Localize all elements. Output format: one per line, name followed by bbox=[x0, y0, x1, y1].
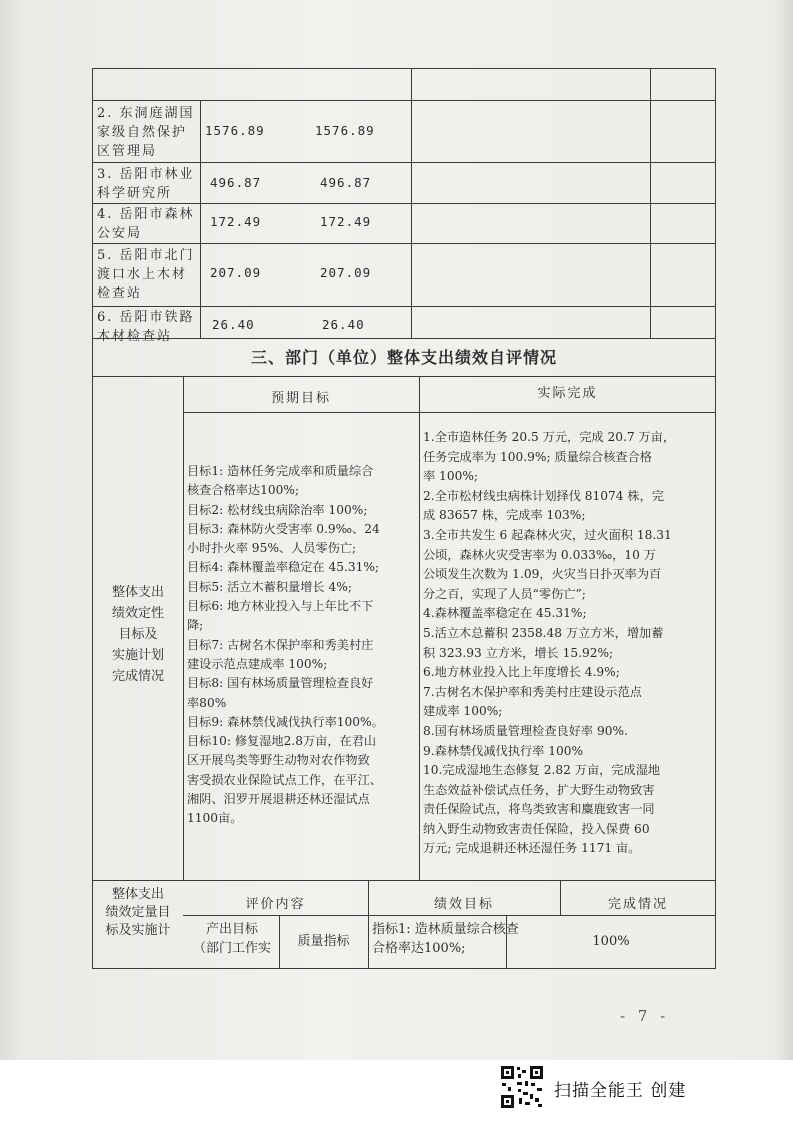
quality-indicator: 质量指标 bbox=[297, 934, 350, 949]
actual-result-line: 成 83657 株，完成率 103%; bbox=[423, 508, 586, 523]
actual-result-line: 2.全市松材线虫病株计划择伐 81074 株，完 bbox=[423, 488, 664, 503]
table-row-org: 3. 岳阳市林业 科学研究所 bbox=[97, 167, 195, 201]
expected-goal-line: 目标6: 地方林业投入与上年比不下 bbox=[187, 599, 374, 614]
expected-goal-line: 目标1: 造林任务完成率和质量综合 bbox=[187, 464, 374, 478]
page-left-edge bbox=[0, 0, 24, 1060]
actual-result-line: 万元; 完成退耕还林还湿任务 1171 亩。 bbox=[423, 841, 641, 856]
expected-goal-line: 目标8: 国有林场质量管理检查良好 bbox=[187, 676, 374, 691]
table-row-org: 2. 东洞庭湖国 家级自然保护 区管理局 bbox=[97, 106, 195, 159]
expected-goal-line: 目标5: 活立木蓄积量增长 4%; bbox=[187, 579, 352, 594]
table-row-org: 6. 岳阳市铁路 木材检查站 bbox=[97, 310, 195, 344]
actual-result-line: 5.活立木总蓄积 2358.48 万立方米，增加蓄 bbox=[423, 625, 664, 640]
expected-goal-line: 目标3: 森林防火受害率 0.9‰、24 bbox=[187, 521, 380, 536]
actual-result-line: 建成率 100%; bbox=[423, 704, 503, 719]
table-row-budget: 496.87 bbox=[210, 175, 262, 190]
table-row-budget: 26.40 bbox=[212, 317, 255, 332]
expected-goal-line: 小时扑火率 95%、人员零伤亡; bbox=[187, 541, 357, 556]
expected-goal-line: 率80% bbox=[187, 695, 227, 710]
actual-result-line: 公顷，森林火灾受害率为 0.033‰，10 万 bbox=[423, 547, 656, 562]
actual-result-line: 7.古树名木保护率和秀美村庄建设示范点 bbox=[423, 684, 642, 699]
actual-results bbox=[423, 428, 715, 859]
actual-header: 实际完成 bbox=[537, 386, 598, 401]
qr-code-icon bbox=[499, 1064, 545, 1110]
target-indicator: 指标1: 造林质量综合核查 合格率达100%; bbox=[372, 922, 519, 956]
actual-result-line: 率 100%; bbox=[423, 469, 479, 484]
output-goal-label: 产出目标 （部门工作实 bbox=[192, 922, 271, 956]
expected-goal-line: 1100亩。 bbox=[187, 811, 243, 826]
table-row-actual: 496.87 bbox=[320, 175, 372, 190]
expected-goal-line: 建设示范点建成率 100%; bbox=[187, 656, 328, 671]
actual-result-line: 3.全市共发生 6 起森林火灾，过火面积 18.31 bbox=[423, 527, 672, 542]
done-value: 100% bbox=[592, 934, 630, 949]
table-row-budget: 172.49 bbox=[210, 214, 262, 229]
table-row-actual: 172.49 bbox=[320, 214, 372, 229]
expected-goal-line: 目标10: 修复湿地2.8万亩，在君山 bbox=[187, 734, 377, 749]
actual-result-line: 生态效益补偿试点任务，扩大野生动物致害 bbox=[423, 782, 655, 797]
expected-goals bbox=[187, 462, 417, 829]
table-row-budget: 207.09 bbox=[210, 265, 262, 280]
table-row-actual: 1576.89 bbox=[315, 123, 375, 138]
expected-goal-line: 害受损农业保险试点工作，在平江、 bbox=[187, 772, 382, 787]
expected-goal-line: 目标2: 松材线虫病除治率 100%; bbox=[187, 502, 368, 517]
col-target: 绩效目标 bbox=[433, 897, 494, 912]
actual-result-line: 纳入野生动物致害责任保险，投入保费 60 bbox=[423, 821, 650, 836]
expected-header: 预期目标 bbox=[270, 391, 331, 406]
page-number: - 7 - bbox=[620, 1007, 670, 1025]
expected-goal-line: 目标7: 古树名木保护率和秀美村庄 bbox=[187, 637, 374, 652]
expected-goal-line: 湘阴、汨罗开展退耕还林还湿试点 bbox=[187, 792, 370, 807]
section-title: 三、部门（单位）整体支出绩效自评情况 bbox=[250, 348, 557, 367]
expected-goal-line: 核查合格率达100%; bbox=[187, 483, 300, 498]
actual-result-line: 1.全市造林任务 20.5 万元，完成 20.7 万亩， bbox=[423, 430, 676, 444]
table-row-actual: 207.09 bbox=[320, 265, 372, 280]
actual-result-line: 10.完成湿地生态修复 2.82 万亩，完成湿地 bbox=[423, 763, 661, 778]
actual-result-line: 6.地方林业投入比上年度增长 4.9%; bbox=[423, 665, 620, 680]
qualitative-label: 整体支出 绩效定性 目标及 实施计划 完成情况 bbox=[111, 585, 164, 684]
table-row-budget: 1576.89 bbox=[205, 123, 265, 138]
actual-result-line: 8.国有林场质量管理检查良好率 90%. bbox=[423, 723, 628, 738]
expected-goal-line: 区开展鸟类等野生动物对农作物致 bbox=[187, 753, 370, 768]
expected-goal-line: 降; bbox=[187, 618, 204, 633]
actual-result-line: 积 323.93 立方米，增长 15.92%; bbox=[423, 645, 614, 660]
actual-result-line: 责任保险试点，将鸟类致害和麋鹿致害一同 bbox=[423, 802, 655, 817]
scanner-label: 扫描全能王 创建 bbox=[554, 1081, 687, 1101]
table-row-actual: 26.40 bbox=[322, 317, 365, 332]
col-done: 完成情况 bbox=[607, 897, 668, 912]
actual-result-line: 4.森林覆盖率稳定在 45.31%; bbox=[423, 606, 587, 621]
actual-result-line: 9.森林禁伐减伐执行率 100% bbox=[423, 743, 584, 758]
table-row-org: 4. 岳阳市森林 公安局 bbox=[97, 207, 195, 241]
actual-result-line: 任务完成率为 100.9%; 质量综合核查合格 bbox=[423, 449, 652, 464]
page-right-edge bbox=[773, 0, 793, 1060]
quantitative-label: 整体支出 绩效定量目 标及实施计 bbox=[105, 887, 171, 938]
actual-result-line: 分之百，实现了人员“零伤亡”; bbox=[423, 586, 586, 601]
expected-goal-line: 目标4: 森林覆盖率稳定在 45.31%; bbox=[187, 560, 380, 575]
actual-result-line: 公顷发生次数为 1.09，火灾当日扑灭率为百 bbox=[423, 567, 662, 582]
col-eval: 评价内容 bbox=[245, 897, 306, 912]
expected-goal-line: 目标9: 森林禁伐减伐执行率100%。 bbox=[187, 714, 384, 729]
table-row-org: 5. 岳阳市北门 渡口水上木材 检查站 bbox=[97, 248, 195, 301]
